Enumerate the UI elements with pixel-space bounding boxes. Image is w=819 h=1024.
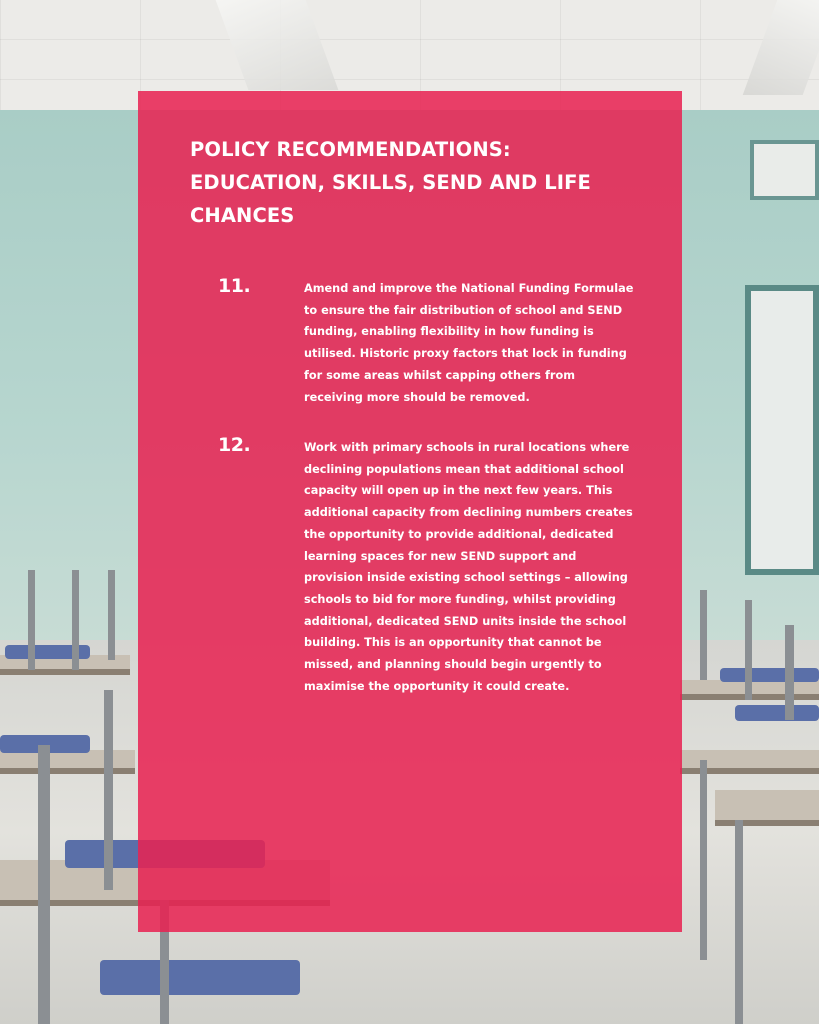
chair-leg <box>38 745 50 1024</box>
recommendation-text: Work with primary schools in rural locations where declining populations mean that additional school capacity will open up in the next few years. This additional capacity from declining numbers creates the opportunity to provide additional, dedicated learning spaces for new SEND support and provision inside existing school settings – allowing schools to bid for more funding, whilst providing additional, dedicated SEND units inside the school building. This is an opportunity that cannot be missed, and planning should begin urgently to maximise the opportunity it could create. <box>304 441 633 693</box>
classroom-window <box>745 285 819 575</box>
recommendation-number: 11. <box>218 275 251 297</box>
classroom-window <box>750 140 819 200</box>
chair-leg <box>700 760 707 960</box>
chair-seat <box>100 960 300 995</box>
chair-leg <box>104 690 113 890</box>
chair-seat <box>735 705 819 721</box>
chair-leg <box>700 590 707 680</box>
desk <box>0 750 135 774</box>
page-title: POLICY RECOMMENDATIONS: EDUCATION, SKILLS, SEND AND LIFE CHANCES <box>190 138 591 227</box>
chair-leg <box>28 570 35 670</box>
chair-leg <box>735 820 743 1024</box>
recommendation-number: 12. <box>218 434 251 456</box>
chair-leg <box>72 570 79 670</box>
chair-leg <box>785 625 794 720</box>
chair-leg <box>108 570 115 660</box>
recommendation-text: Amend and improve the National Funding Formulae to ensure the fair distribution of school and SEND funding, enabling flexibility in how funding is utilised. Historic proxy factors that lock in funding for some areas whilst capping others from receiving more should be removed. <box>304 282 634 404</box>
policy-card <box>138 91 682 932</box>
desk <box>715 790 819 826</box>
chair-leg <box>745 600 752 700</box>
chair-seat <box>720 668 819 682</box>
